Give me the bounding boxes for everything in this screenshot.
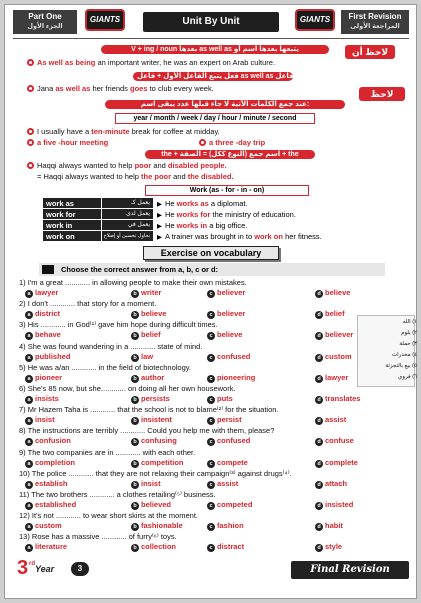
option-word: confused	[217, 436, 251, 446]
rule-the-adjective: the + اسم جمع (النوع ككل) = الصفة + the	[145, 150, 315, 159]
option-letter-icon: d	[315, 354, 323, 362]
work-example: ▶ He works in a big office.	[157, 221, 248, 230]
rule-as-well-as: V + ing / noun بعدها as well as يتبعها بعدها اسم أو	[101, 45, 329, 54]
work-table	[43, 198, 403, 244]
option-letter-icon: d	[315, 460, 323, 468]
glossary-item: ٦) فروي	[398, 374, 417, 380]
option-letter-icon: b	[131, 417, 139, 425]
option-word: believer	[217, 288, 246, 297]
option-word: author	[141, 372, 165, 382]
question-text: 6) She's 85 now, but she............ on doing all her own housework.	[19, 384, 236, 393]
work-phrase: work as	[43, 198, 101, 208]
question-text: 13) Rose has a massive ............ of furry⁽⁶⁾ toys.	[19, 532, 177, 542]
answer-option-c[interactable]	[207, 542, 244, 552]
answer-option-c[interactable]	[207, 458, 248, 468]
answer-option-b[interactable]	[131, 288, 161, 298]
page	[4, 4, 417, 599]
year-badge	[17, 557, 97, 579]
year-number: 3	[17, 557, 29, 579]
option-word: compete	[217, 457, 248, 467]
part-subtitle: الجزء الأول	[27, 23, 63, 30]
answer-option-a[interactable]	[25, 479, 68, 489]
option-word: confused	[217, 351, 251, 361]
option-letter-icon: d	[315, 311, 323, 319]
answer-option-d[interactable]	[315, 479, 347, 489]
option-word: collection	[141, 542, 177, 552]
answer-option-c[interactable]	[207, 373, 255, 383]
option-letter-icon: d	[315, 290, 323, 298]
arrow-right-icon: ▶	[157, 212, 162, 219]
option-letter-icon: b	[131, 460, 139, 468]
answer-option-a[interactable]	[25, 394, 59, 404]
option-letter-icon: a	[25, 460, 33, 468]
option-letter-icon: a	[25, 375, 33, 383]
question-text: 3) His ............ in God⁽¹⁾ gave him hope during difficult times.	[19, 320, 218, 330]
option-word: insisted	[325, 500, 354, 509]
option-letter-icon: c	[207, 290, 215, 298]
answer-option-c[interactable]	[207, 352, 250, 362]
bullet-icon	[27, 85, 34, 92]
bullet-icon	[199, 139, 206, 146]
option-word: fashion	[217, 521, 244, 531]
option-word: insistent	[141, 415, 172, 425]
answer-option-c[interactable]	[207, 436, 250, 446]
option-word: pioneering	[217, 372, 256, 382]
option-letter-icon: c	[207, 481, 215, 489]
option-word: believe	[141, 309, 167, 319]
answer-option-c[interactable]	[207, 330, 242, 340]
answer-option-b[interactable]	[131, 373, 164, 383]
work-example: ▶ He works for the ministry of education.	[157, 210, 296, 219]
answer-option-b[interactable]	[131, 542, 176, 552]
option-letter-icon: d	[315, 375, 323, 383]
answer-option-d[interactable]	[315, 288, 350, 298]
option-word: persists	[141, 394, 170, 403]
answer-option-d[interactable]	[315, 352, 352, 362]
page-number: 3	[71, 562, 89, 576]
option-letter-icon: b	[131, 311, 139, 319]
glossary-item: ١) الله	[402, 319, 417, 325]
option-word: believe	[217, 330, 243, 340]
option-word: insist	[141, 478, 161, 488]
option-word: believe	[325, 288, 351, 297]
answer-option-a[interactable]	[25, 352, 70, 362]
answer-option-b[interactable]	[131, 352, 153, 362]
option-letter-icon: a	[25, 354, 33, 362]
option-word: establish	[35, 478, 68, 488]
header-divider	[13, 38, 409, 39]
option-word: style	[325, 542, 343, 552]
answer-option-a[interactable]	[25, 309, 60, 319]
option-word: lawyer	[325, 372, 349, 382]
option-word: competition	[141, 457, 184, 467]
answer-option-d[interactable]	[315, 500, 353, 510]
question-text: 7) Mr Hazem Taha is ............ that the school is not to blame⁽²⁾ for the situation.	[19, 405, 279, 415]
option-letter-icon: d	[315, 438, 323, 446]
option-letter-icon: b	[131, 523, 139, 531]
option-word: district	[35, 309, 61, 319]
year-suffix: rd	[29, 561, 35, 567]
work-row	[43, 220, 403, 231]
answer-option-a[interactable]	[25, 458, 75, 468]
option-word: assist	[217, 478, 239, 488]
answer-option-b[interactable]	[131, 394, 170, 404]
option-letter-icon: b	[131, 290, 139, 298]
glossary-item: ٢) يلوم	[401, 330, 417, 336]
work-arabic: يعمل لدى	[101, 209, 153, 219]
answer-option-b[interactable]	[131, 500, 171, 510]
question-text: 9) The two companies are in ............ with each other.	[19, 447, 196, 457]
bullet-icon	[27, 128, 34, 135]
answer-option-a[interactable]	[25, 373, 62, 383]
rule-compound-nouns: عند جمع الكلمات الآتية لا جاء قبلها عدد يبقى اسم:	[105, 100, 345, 109]
answer-option-a[interactable]	[25, 542, 67, 552]
square-icon	[42, 265, 54, 274]
option-letter-icon: c	[207, 438, 215, 446]
work-arabic: يعمل في	[101, 220, 153, 230]
answer-option-a[interactable]	[25, 415, 55, 425]
answer-option-d[interactable]	[315, 373, 348, 383]
option-word: lawyer	[35, 288, 59, 297]
option-word: habit	[325, 521, 343, 531]
glossary-item: ٣) حملة	[399, 341, 417, 347]
option-word: believer	[325, 330, 354, 340]
answer-option-d[interactable]	[315, 521, 343, 531]
option-letter-icon: a	[25, 438, 33, 446]
note-tag-2: لاحظ	[359, 87, 405, 101]
answer-option-a[interactable]	[25, 436, 71, 446]
question-text: 4) She was found wandering in a ............ state of mind.	[19, 341, 203, 351]
question-text: 5) He was a/an ............ in the field of biotechnology.	[19, 362, 192, 372]
option-letter-icon: b	[131, 332, 139, 340]
answer-option-d[interactable]	[315, 394, 360, 404]
option-word: published	[35, 351, 71, 361]
option-letter-icon: b	[131, 544, 139, 552]
work-arabic: يحاول تحسين أو إصلاح	[101, 231, 153, 241]
answer-option-d[interactable]	[315, 330, 353, 340]
option-word: literature	[35, 542, 68, 552]
part-title: Part One	[28, 12, 62, 21]
option-word: pioneer	[35, 372, 63, 382]
exercise-title: Exercise on vocabulary	[143, 246, 279, 260]
option-word: attach	[325, 478, 348, 488]
question-text: 2) I don't ............ that story for a moment.	[19, 299, 157, 309]
answer-option-c[interactable]	[207, 500, 252, 510]
option-letter-icon: c	[207, 354, 215, 362]
work-example: ▶ A trainer was brought in to work on her fitness.	[157, 232, 322, 241]
question-text: 11) The two brothers ............ a clothes retailing⁽⁵⁾ business.	[19, 490, 216, 499]
example-poor-disabled: Haqqi always wanted to help poor and disabled people.	[27, 161, 227, 171]
arrow-right-icon: ▶	[157, 201, 162, 208]
option-letter-icon: a	[25, 523, 33, 531]
answer-option-c[interactable]	[207, 479, 238, 489]
answer-option-d[interactable]	[315, 415, 346, 425]
year-label: Year	[35, 564, 55, 574]
option-letter-icon: a	[25, 544, 33, 552]
option-letter-icon: b	[131, 375, 139, 383]
option-word: belief	[325, 309, 345, 319]
question-text: 10) The police ............ that they are not relaxing their campaign⁽³⁾ against drugs⁽⁴⁾.	[19, 468, 292, 478]
example-as-well-as-1: As well as being an important writer, he was an expert on Arab culture.	[27, 58, 275, 68]
answer-option-a[interactable]	[25, 500, 76, 510]
arrow-right-icon: ▶	[157, 223, 162, 230]
answer-option-c[interactable]	[207, 521, 244, 531]
answer-option-d[interactable]	[315, 458, 358, 468]
option-letter-icon: a	[25, 502, 33, 510]
work-row	[43, 231, 403, 242]
note-tag-1: لاحظ أن	[345, 45, 395, 59]
work-row	[43, 209, 403, 220]
option-word: assist	[325, 415, 347, 425]
option-letter-icon: d	[315, 332, 323, 340]
option-letter-icon: b	[131, 438, 139, 446]
option-letter-icon: d	[315, 417, 323, 425]
option-letter-icon: c	[207, 396, 215, 404]
answer-option-c[interactable]	[207, 288, 245, 298]
giants-logo-right: GIANTS	[295, 9, 335, 31]
option-letter-icon: d	[315, 544, 323, 552]
answer-option-c[interactable]	[207, 415, 242, 425]
option-letter-icon: d	[315, 523, 323, 531]
option-word: confusing	[141, 436, 177, 446]
example-as-well-as-2: Jana as well as her friends goes to club every week.	[27, 84, 214, 94]
work-phrase: work on	[43, 231, 101, 241]
option-letter-icon: c	[207, 502, 215, 510]
answer-option-a[interactable]	[25, 288, 58, 298]
question-text: 1) I'm a great ............ in allowing people to make their own mistakes.	[19, 278, 247, 287]
option-letter-icon: a	[25, 417, 33, 425]
example-ten-minute: I usually have a ten-minute break for coffee at midday.	[27, 127, 220, 137]
work-phrase: work for	[43, 209, 101, 219]
example-three-day: a three -day trip	[199, 138, 265, 148]
option-letter-icon: c	[207, 332, 215, 340]
work-header-box: Work (as - for - in - on)	[145, 185, 309, 196]
option-word: confuse	[325, 436, 354, 446]
bullet-icon	[27, 59, 34, 66]
option-word: completion	[35, 457, 76, 467]
giants-logo-left: GIANTS	[85, 9, 125, 31]
option-word: insists	[35, 394, 59, 403]
option-letter-icon: c	[207, 460, 215, 468]
option-letter-icon: a	[25, 311, 33, 319]
revision-title: First Revision	[348, 12, 402, 21]
option-word: believed	[141, 500, 172, 509]
option-letter-icon: c	[207, 311, 215, 319]
option-word: writer	[141, 288, 162, 297]
answer-option-d[interactable]	[315, 436, 354, 446]
option-word: custom	[35, 521, 62, 531]
final-revision-banner: Final Revision	[291, 561, 409, 579]
answer-option-a[interactable]	[25, 330, 61, 340]
option-word: law	[141, 351, 154, 361]
work-row	[43, 198, 403, 209]
rule-subject-verb: فعل يتبع الفاعل الأول + فاعل as well as فاعل	[133, 72, 293, 81]
option-letter-icon: c	[207, 544, 215, 552]
page-title: Unit By Unit	[143, 12, 279, 32]
option-letter-icon: b	[131, 396, 139, 404]
option-letter-icon: d	[315, 481, 323, 489]
glossary-item: ٤) مخدرات	[391, 352, 417, 358]
work-phrase: work in	[43, 220, 101, 230]
option-letter-icon: c	[207, 375, 215, 383]
first-revision-badge	[341, 10, 409, 34]
option-word: puts	[217, 394, 233, 403]
option-letter-icon: b	[131, 502, 139, 510]
option-word: established	[35, 500, 77, 509]
option-word: translates	[325, 394, 361, 403]
option-word: belief	[141, 330, 161, 340]
answer-option-c[interactable]	[207, 309, 245, 319]
question-list	[19, 278, 359, 558]
answer-option-b[interactable]	[131, 458, 184, 468]
exercise-instruction: Choose the correct answer from a, b, c or d:	[39, 263, 385, 276]
option-letter-icon: a	[25, 332, 33, 340]
bullet-icon	[27, 162, 34, 169]
option-letter-icon: c	[207, 417, 215, 425]
option-word: insist	[35, 415, 55, 425]
option-letter-icon: d	[315, 396, 323, 404]
answer-option-b[interactable]	[131, 436, 177, 446]
answer-option-b[interactable]	[131, 330, 161, 340]
option-word: believer	[217, 309, 246, 319]
revision-subtitle: المراجعة الأولى	[350, 23, 400, 30]
question-text: 8) The instructions are terribly ............ Could you help me with them, please?	[19, 426, 275, 436]
option-letter-icon: b	[131, 354, 139, 362]
option-word: distract	[217, 542, 245, 552]
answer-option-b[interactable]	[131, 521, 183, 531]
option-letter-icon: a	[25, 481, 33, 489]
option-word: complete	[325, 457, 358, 467]
answer-option-b[interactable]	[131, 309, 166, 319]
option-word: persist	[217, 415, 242, 425]
example-the-poor: = Haqqi always wanted to help the poor and the disabled.	[37, 172, 234, 181]
option-word: custom	[325, 351, 352, 361]
option-word: competed	[217, 500, 253, 509]
example-five-hour: a five -hour meeting	[27, 138, 108, 148]
part-one-badge	[13, 10, 77, 34]
option-letter-icon: d	[315, 502, 323, 510]
option-letter-icon: a	[25, 290, 33, 298]
option-word: confusion	[35, 436, 71, 446]
answer-option-b[interactable]	[131, 479, 161, 489]
option-letter-icon: a	[25, 396, 33, 404]
work-example: ▶ He works as a diplomat.	[157, 199, 248, 208]
answer-option-d[interactable]	[315, 542, 342, 552]
bullet-icon	[27, 139, 34, 146]
option-letter-icon: c	[207, 523, 215, 531]
answer-option-c[interactable]	[207, 394, 233, 404]
question-text: 12) It's not ............ to wear short skirts at the moment.	[19, 511, 198, 521]
glossary-item: ٥) بيع بالتجزئة	[385, 363, 417, 369]
option-word: fashionable	[141, 521, 183, 531]
time-words-box: year / month / week / day / hour / minute / second	[115, 113, 315, 124]
option-letter-icon: b	[131, 481, 139, 489]
answer-option-a[interactable]	[25, 521, 62, 531]
answer-option-d[interactable]	[315, 309, 345, 319]
option-word: behave	[35, 330, 61, 340]
arrow-right-icon: ▶	[157, 234, 162, 241]
answer-option-b[interactable]	[131, 415, 172, 425]
work-arabic: يعمل كـ	[101, 198, 153, 208]
